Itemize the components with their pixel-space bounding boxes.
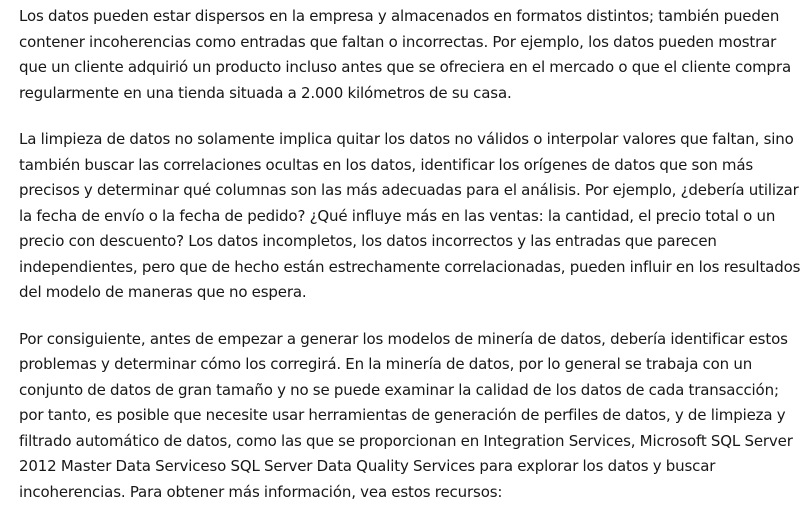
text-line: precio con descuento? Los datos incompletos, los datos incorrectos y las entradas que parecen bbox=[19, 232, 717, 250]
text-line: también buscar las correlaciones ocultas en los datos, identificar los orígenes de datos que son más bbox=[19, 155, 754, 174]
text-line: filtrado automático de datos, como las que se proporcionan en Integration Services, Microsoft SQL Server bbox=[19, 431, 793, 450]
text-line: la fecha de envío o la fecha de pedido? ¿Qué influye más en las ventas: la cantidad, el precio total o un bbox=[19, 206, 776, 225]
text-line: problemas y determinar cómo los corregirá. En la minería de datos, por lo general se trabaja con un bbox=[19, 355, 753, 373]
text-line: 2012 Master Data Serviceso SQL Server Data Quality Services para explorar los datos y buscar bbox=[19, 457, 716, 475]
text-line: La limpieza de datos no solamente implica quitar los datos no válidos o interpolar valores que faltan, sino bbox=[19, 130, 794, 148]
text-line: independientes, pero que de hecho están estrechamente correlacionadas, pueden influir en los resultados bbox=[19, 257, 800, 276]
text-line: conjunto de datos de gran tamaño y no se puede examinar la calidad de los datos de cada transacción; bbox=[19, 380, 779, 399]
text-line: del modelo de maneras que no espera. bbox=[19, 283, 307, 301]
text-line: precisos y determinar qué columnas son las más adecuadas para el análisis. Por ejemplo, ¿debería utilizar bbox=[19, 181, 799, 199]
text-line: por tanto, es posible que necesite usar herramientas de generación de perfiles de datos, y de limpieza y bbox=[19, 406, 786, 424]
article-body bbox=[19, 4, 800, 505]
paragraph-tools bbox=[19, 327, 794, 506]
text-line: regularmente en una tienda situada a 2.000 kilómetros de su casa. bbox=[19, 83, 512, 102]
text-line: que un cliente adquirió un producto incluso antes que se ofreciera en el mercado o que el cliente compra bbox=[19, 58, 791, 76]
text-line: incoherencias. Para obtener más información, vea estos recursos: bbox=[19, 482, 503, 501]
paragraph-data-dispersion bbox=[19, 4, 794, 106]
text-line: Los datos pueden estar dispersos en la empresa y almacenados en formatos distintos; también pueden bbox=[19, 7, 780, 25]
paragraph-data-cleaning bbox=[19, 127, 800, 306]
text-line: Por consiguiente, antes de empezar a generar los modelos de minería de datos, debería identificar estos bbox=[19, 329, 788, 348]
text-line: contener incoherencias como entradas que faltan o incorrectas. Por ejemplo, los datos pueden mostrar bbox=[19, 32, 777, 51]
